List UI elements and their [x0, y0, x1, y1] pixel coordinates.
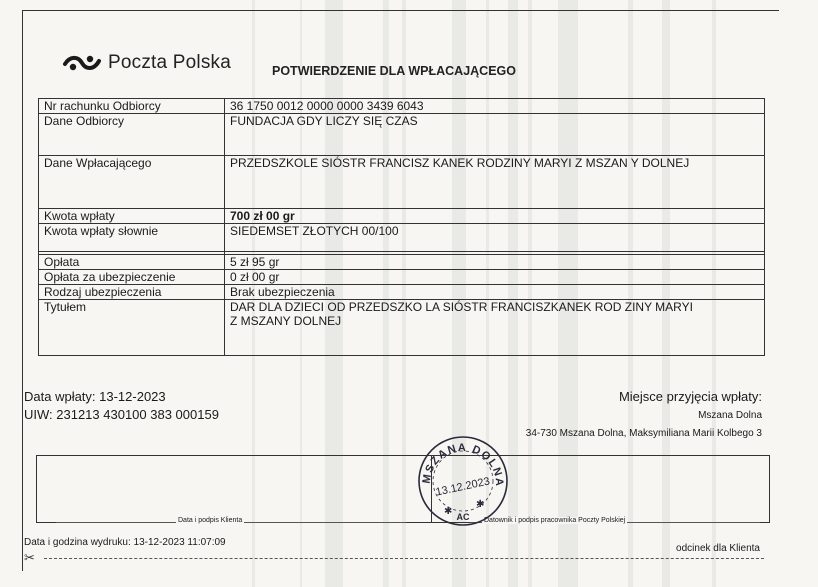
amount-words-value: SIEDEMSET ZŁOTYCH 00/100	[225, 224, 765, 252]
acceptance-place	[526, 389, 762, 439]
payer-value: PRZEDSZKOLE SIÓSTR FRANCISZ KANEK RODZINY MARYI Z MSZAN Y DOLNEJ	[225, 156, 765, 209]
table-row	[39, 300, 765, 356]
payment-info	[24, 388, 219, 424]
table-row	[39, 255, 765, 270]
clerk-signature-caption: Datownik i podpis pracownika Poczty Polskiej	[484, 517, 626, 524]
stamp-date: 13.12.2023	[434, 475, 491, 499]
brand-logo	[62, 52, 231, 74]
brand-name: Poczta Polska	[108, 52, 231, 73]
stamp-top-text: MSZANA DOLNA	[420, 441, 506, 488]
payment-title-label: Tytułem	[39, 300, 225, 356]
account-label: Nr rachunku Odbiorcy	[39, 99, 225, 114]
table-row	[39, 156, 765, 209]
document-title: POTWIERDZENIE DLA WPŁACAJĄCEGO	[272, 64, 516, 78]
table-row	[39, 209, 765, 224]
insurance-type-value: Brak ubezpieczenia	[225, 285, 765, 300]
payment-title-line-2: Z MSZANY DOLNEJ	[230, 314, 342, 328]
place-city: Mszana Dolna	[698, 410, 762, 421]
payment-title-line-1: DAR DLA DZIECI OD PRZEDSZKO LA SIÓSTR FRANCISZKANEK ROD ZINY MARYI	[230, 300, 693, 314]
payment-date: Data wpłaty: 13-12-2023	[24, 389, 166, 404]
amount-label: Kwota wpłaty	[39, 209, 225, 224]
payment-title-value	[225, 300, 765, 356]
insurance-type-label: Rodzaj ubezpieczenia	[39, 285, 225, 300]
recipient-label: Dane Odbiorcy	[39, 114, 225, 156]
print-timestamp: Data i godzina wydruku: 13-12-2023 11:07:09	[24, 537, 226, 548]
cut-line	[44, 558, 764, 559]
uiw-number: UIW: 231213 430100 383 000159	[24, 407, 219, 422]
place-label: Miejsce przyjęcia wpłaty:	[618, 389, 762, 404]
stamp-bottom-text: AC	[456, 512, 470, 522]
fee-value: 5 zł 95 gr	[225, 255, 765, 270]
account-value: 36 1750 0012 0000 0000 3439 6043	[225, 99, 765, 114]
coupon-label: odcinek dla Klienta	[676, 543, 760, 554]
table-row	[39, 224, 765, 252]
payer-label: Dane Wpłacającego	[39, 156, 225, 209]
recipient-value: FUNDACJA GDY LICZY SIĘ CZAS	[225, 114, 765, 156]
insurance-fee-value: 0 zł 00 gr	[225, 270, 765, 285]
poczta-polska-horn-icon	[62, 52, 102, 74]
payment-details-table	[38, 98, 765, 356]
amount-words-label: Kwota wpłaty słownie	[39, 224, 225, 252]
amount-value: 700 zł 00 gr	[225, 209, 765, 224]
fee-label: Opłata	[39, 255, 225, 270]
signature-captions	[36, 455, 768, 535]
table-row	[39, 270, 765, 285]
stamp-star-icon: ✱	[444, 506, 453, 517]
scissors-icon: ✂	[24, 550, 35, 565]
postal-date-stamp	[414, 432, 512, 530]
client-signature-caption: Data i podpis Klienta	[178, 517, 243, 524]
stamp-star-icon: ✱	[476, 499, 485, 510]
table-row	[39, 285, 765, 300]
table-row	[39, 114, 765, 156]
place-address: 34-730 Mszana Dolna, Maksymiliana Marii Kolbego 3	[525, 428, 762, 439]
table-row	[39, 99, 765, 114]
insurance-fee-label: Opłata za ubezpieczenie	[39, 270, 225, 285]
